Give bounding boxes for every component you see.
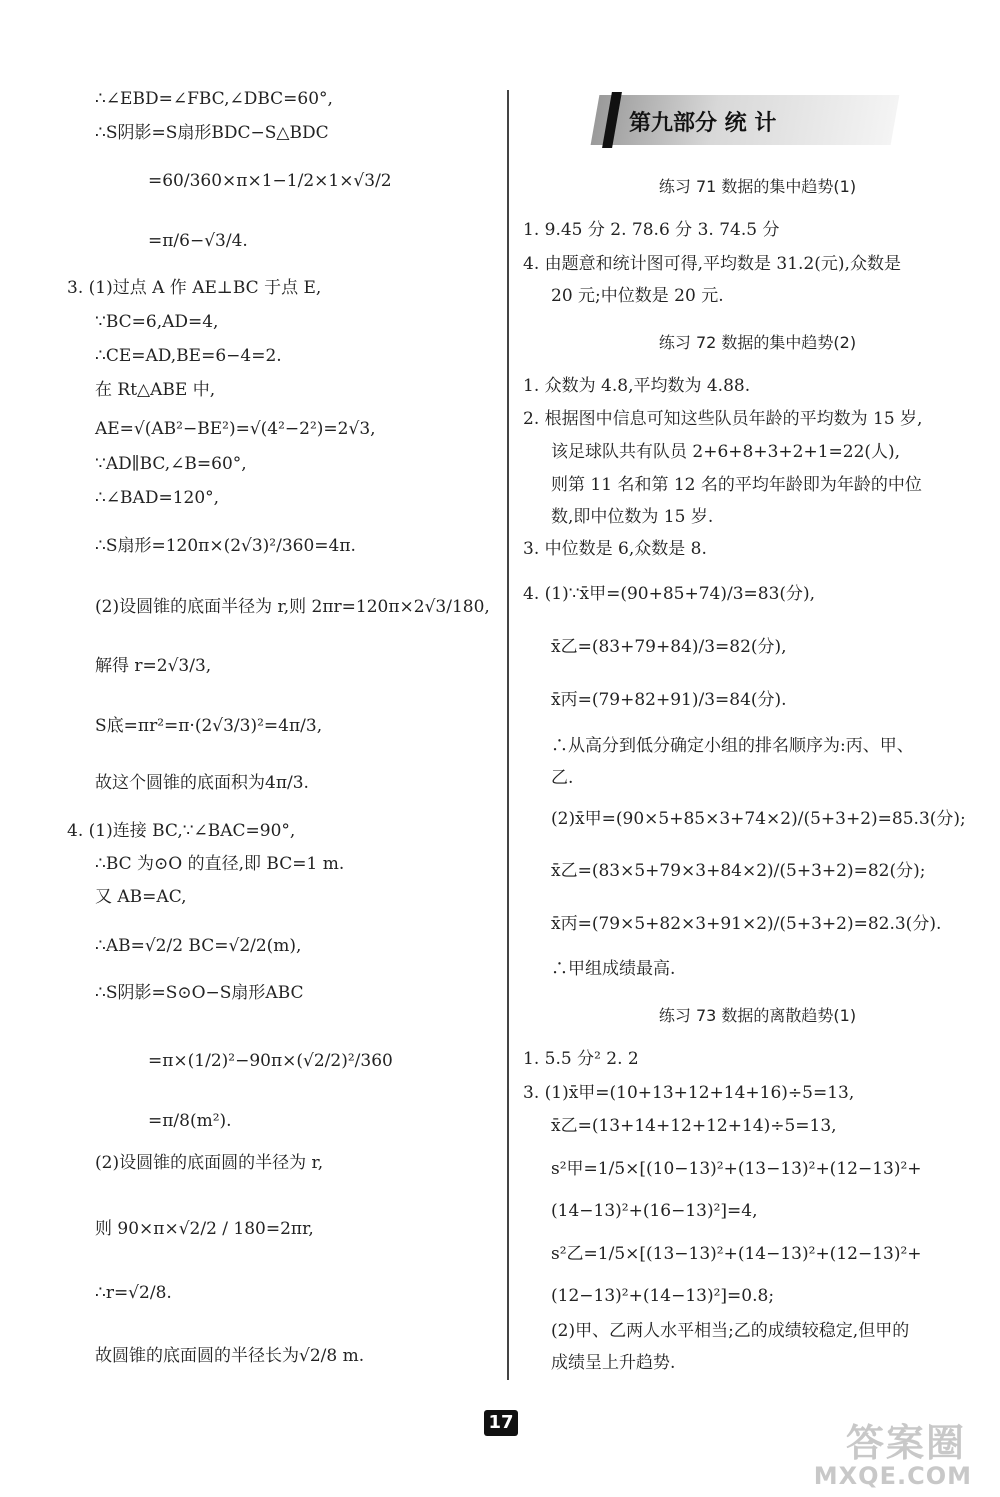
- text-line: (2)x̄甲=(90×5+85×3+74×2)/(5+3+2)=85.3(分);: [551, 809, 966, 829]
- text-line: 2. 根据图中信息可知这些队员年龄的平均数为 15 岁,: [523, 409, 923, 429]
- text-line: 4. (1)连接 BC,∵∠BAC=90°,: [67, 821, 296, 841]
- text-line: (2)设圆锥的底面圆的半径为 r,: [95, 1153, 324, 1173]
- watermark-text: 答案圈: [845, 1421, 966, 1465]
- section-banner: [595, 90, 900, 150]
- text-line: x̄乙=(83+79+84)/3=82(分),: [551, 637, 787, 657]
- text-line: ∴CE=AD,BE=6−4=2.: [95, 346, 282, 366]
- text-line: 20 元;中位数是 20 元.: [551, 286, 724, 306]
- exercise-title: 练习 73 数据的离散趋势(1): [658, 1006, 857, 1025]
- text-line: 该足球队共有队员 2+6+8+3+2+1=22(人),: [551, 442, 901, 462]
- text-line: ∴S阴影=S扇形BDC−S△BDC: [95, 123, 329, 143]
- text-line: ∴S阴影=S⊙O−S扇形ABC: [95, 983, 304, 1003]
- text-line: s²甲=1/5×[(10−13)²+(13−13)²+(12−13)²+: [551, 1159, 922, 1179]
- watermark: [813, 1412, 972, 1494]
- text-line: 1. 9.45 分 2. 78.6 分 3. 74.5 分: [523, 220, 780, 240]
- text-line: x̄丙=(79+82+91)/3=84(分).: [551, 690, 787, 710]
- text-line: 在 Rt△ABE 中,: [95, 380, 216, 400]
- text-line: x̄丙=(79×5+82×3+91×2)/(5+3+2)=82.3(分).: [551, 914, 942, 934]
- text-line: 1. 5.5 分² 2. 2: [523, 1049, 639, 1069]
- text-line: 解得 r=2√3/3,: [95, 656, 212, 676]
- text-line: 又 AB=AC,: [95, 887, 187, 907]
- text-line: ∴S扇形=120π×(2√3)²/360=4π.: [95, 536, 356, 556]
- text-line: 3. 中位数是 6,众数是 8.: [523, 539, 707, 559]
- column-divider: [507, 90, 509, 1380]
- text-line: (12−13)²+(14−13)²]=0.8;: [551, 1286, 775, 1306]
- text-line: =π/6−√3/4.: [148, 231, 248, 251]
- text-line: =60/360×π×1−1/2×1×√3/2: [148, 171, 392, 191]
- section-title: 第九部分 统 计: [629, 111, 777, 136]
- text-line: 成绩呈上升趋势.: [551, 1353, 676, 1373]
- text-line: ∴r=√2/8.: [95, 1283, 172, 1303]
- text-line: S底=πr²=π·(2√3/3)²=4π/3,: [95, 716, 323, 736]
- text-line: 故圆锥的底面圆的半径长为√2/8 m.: [95, 1346, 365, 1366]
- text-line: 故这个圆锥的底面积为4π/3.: [95, 773, 309, 793]
- text-line: 乙.: [551, 768, 574, 788]
- text-line: =π×(1/2)²−90π×(√2/2)²/360: [148, 1051, 393, 1071]
- exercise-title: 练习 71 数据的集中趋势(1): [658, 177, 857, 196]
- text-line: (2)设圆锥的底面半径为 r,则 2πr=120π×2√3/180,: [95, 597, 490, 617]
- text-line: =π/8(m²).: [148, 1111, 232, 1131]
- text-line: ∴从高分到低分确定小组的排名顺序为:丙、甲、: [551, 736, 914, 756]
- text-line: 3. (1)过点 A 作 AE⊥BC 于点 E,: [67, 278, 322, 298]
- text-line: ∴∠EBD=∠FBC,∠DBC=60°,: [95, 89, 333, 109]
- page-number: 17: [484, 1410, 518, 1436]
- text-line: 1. 众数为 4.8,平均数为 4.88.: [523, 376, 751, 396]
- text-line: 则第 11 名和第 12 名的平均年龄即为年龄的中位: [551, 475, 922, 495]
- text-line: ∴甲组成绩最高.: [551, 959, 676, 979]
- text-line: AE=√(AB²−BE²)=√(4²−2²)=2√3,: [95, 419, 376, 439]
- text-line: (2)甲、乙两人水平相当;乙的成绩较稳定,但甲的: [551, 1321, 910, 1341]
- text-line: 数,即中位数为 15 岁.: [551, 507, 714, 527]
- text-line: x̄乙=(83×5+79×3+84×2)/(5+3+2)=82(分);: [551, 861, 926, 881]
- text-line: ∵BC=6,AD=4,: [95, 312, 219, 332]
- text-line: (14−13)²+(16−13)²]=4,: [551, 1201, 758, 1221]
- text-line: x̄乙=(13+14+12+12+14)÷5=13,: [551, 1116, 837, 1136]
- text-line: ∵AD∥BC,∠B=60°,: [95, 454, 247, 474]
- exercise-title: 练习 72 数据的集中趋势(2): [658, 333, 857, 352]
- text-line: s²乙=1/5×[(13−13)²+(14−13)²+(12−13)²+: [551, 1244, 922, 1264]
- watermark-url: MXQE.COM: [813, 1462, 972, 1490]
- text-line: ∴AB=√2/2 BC=√2/2(m),: [95, 936, 302, 956]
- text-line: 4. 由题意和统计图可得,平均数是 31.2(元),众数是: [523, 254, 901, 274]
- text-line: ∴∠BAD=120°,: [95, 488, 220, 508]
- text-line: 3. (1)x̄甲=(10+13+12+14+16)÷5=13,: [523, 1083, 855, 1103]
- text-line: ∴BC 为⊙O 的直径,即 BC=1 m.: [95, 854, 345, 874]
- text-line: 4. (1)∵x̄甲=(90+85+74)/3=83(分),: [523, 584, 816, 604]
- text-line: 则 90×π×√2/2 / 180=2πr,: [95, 1219, 314, 1239]
